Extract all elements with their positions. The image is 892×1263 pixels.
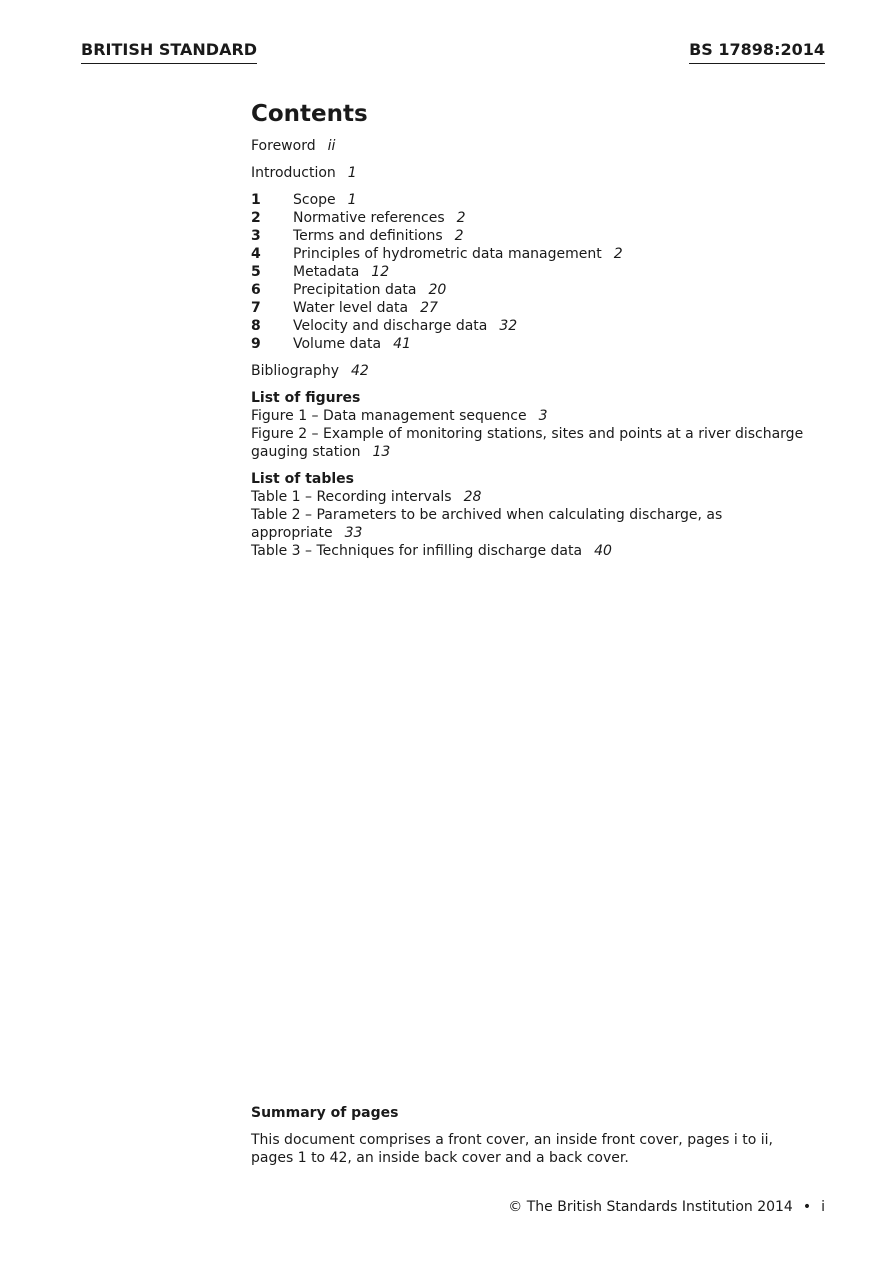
table-entry[interactable] [251, 506, 831, 542]
clause-label: Terms and definitions [293, 228, 443, 244]
clause-page: 20 [428, 282, 447, 298]
table-entry[interactable] [251, 542, 831, 560]
page-number: i [821, 1199, 825, 1215]
figure-entry-page: 13 [372, 444, 391, 460]
summary-line: This document comprises a front cover, an inside front cover, pages i to ii, [251, 1132, 773, 1148]
clause-page: 12 [371, 264, 390, 280]
toc-bibliography-label: Bibliography [251, 363, 339, 379]
toc-introduction-label: Introduction [251, 165, 336, 181]
toc-introduction-page: 1 [347, 165, 357, 181]
clause-page: 2 [613, 246, 623, 262]
toc-bibliography-page: 42 [351, 363, 369, 379]
toc-clause-item[interactable] [251, 245, 831, 263]
clause-page: 27 [420, 300, 438, 316]
table-entry-label: Table 1 – Recording intervals [251, 489, 452, 505]
table-entry-label: Table 3 – Techniques for infilling discharge data [251, 543, 583, 559]
toc-clause-item[interactable] [251, 335, 831, 353]
clause-page: 41 [393, 336, 411, 352]
table-entry-label: Table 2 – Parameters to be archived when calculating discharge, as [251, 507, 723, 523]
clause-number: 7 [251, 300, 261, 316]
bullet-separator: • [802, 1199, 812, 1215]
toc-clause-item[interactable] [251, 227, 831, 245]
toc-clause-item[interactable] [251, 191, 831, 209]
list-of-figures [251, 389, 831, 461]
list-of-tables [251, 470, 831, 560]
header-left: BRITISH STANDARD [81, 40, 257, 64]
tables-heading: List of tables [251, 471, 354, 487]
clause-page: 2 [454, 228, 464, 244]
clause-label: Water level data [293, 300, 409, 316]
clause-number: 9 [251, 336, 261, 352]
clause-number: 6 [251, 282, 261, 298]
figure-entry[interactable] [251, 407, 831, 425]
header-right: BS 17898:2014 [689, 40, 825, 64]
clause-label: Velocity and discharge data [293, 318, 488, 334]
clause-number: 2 [251, 210, 261, 226]
toc-foreword[interactable] [251, 137, 831, 155]
clause-number: 8 [251, 318, 261, 334]
toc-clause-item[interactable] [251, 281, 831, 299]
clause-page: 1 [347, 192, 357, 208]
figure-entry-label: Figure 1 – Data management sequence [251, 408, 527, 424]
clause-label: Precipitation data [293, 282, 417, 298]
clause-number: 1 [251, 192, 261, 208]
copyright-text: © The British Standards Institution 2014 [508, 1199, 793, 1215]
summary-title: Summary of pages [251, 1105, 399, 1121]
toc-clause-item[interactable] [251, 299, 831, 317]
toc-clause-item[interactable] [251, 263, 831, 281]
figures-heading: List of figures [251, 390, 361, 406]
table-entry[interactable] [251, 488, 831, 506]
toc-clause-item[interactable] [251, 317, 831, 335]
clause-label: Metadata [293, 264, 360, 280]
figure-entry-label: Figure 2 – Example of monitoring stations, sites and points at a river discharge [251, 426, 804, 442]
table-entry-page: 28 [463, 489, 482, 505]
toc-clauses [251, 191, 831, 353]
clause-page: 32 [499, 318, 518, 334]
clause-label: Normative references [293, 210, 445, 226]
figure-entry-page: 3 [538, 408, 548, 424]
summary-line: pages 1 to 42, an inside back cover and a back cover. [251, 1150, 629, 1166]
clause-label: Volume data [293, 336, 382, 352]
table-entry-page: 33 [344, 525, 363, 541]
table-entry-page: 40 [594, 543, 612, 559]
figure-entry[interactable] [251, 425, 831, 461]
table-entry-label-cont: appropriate [251, 525, 333, 541]
clause-number: 4 [251, 246, 261, 262]
figure-entry-label-cont: gauging station [251, 444, 361, 460]
toc-clause-item[interactable] [251, 209, 831, 227]
contents-title: Contents [251, 101, 368, 127]
toc-introduction[interactable] [251, 164, 831, 182]
toc-foreword-label: Foreword [251, 138, 316, 154]
clause-label: Principles of hydrometric data management [293, 246, 602, 262]
clause-label: Scope [293, 192, 336, 208]
contents-section [251, 99, 831, 569]
clause-number: 3 [251, 228, 261, 244]
summary-of-pages [251, 1104, 831, 1167]
clause-number: 5 [251, 264, 261, 280]
toc-foreword-page: ii [327, 138, 336, 154]
toc-bibliography[interactable] [251, 362, 831, 380]
clause-page: 2 [456, 210, 466, 226]
page-footer [508, 1198, 825, 1216]
